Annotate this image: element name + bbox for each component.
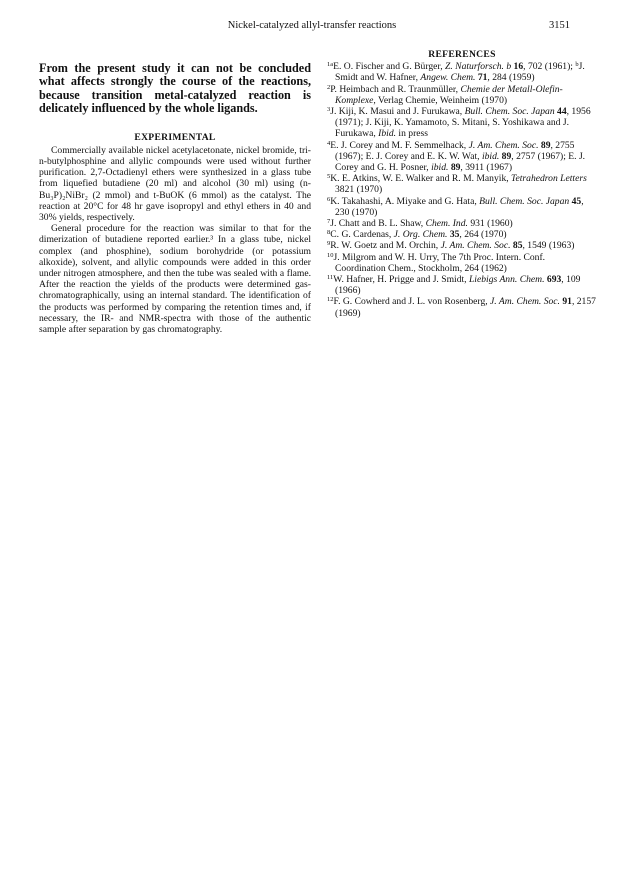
reference-number: 7 bbox=[327, 218, 331, 226]
reference-item bbox=[327, 106, 597, 140]
reference-text: F. G. Cowherd and J. L. von Rosenberg, bbox=[333, 296, 491, 308]
reference-item bbox=[327, 274, 597, 296]
materials-paragraph: Commercially available nickel acetylacetonate, nickel bromide, tri-n-butylphosphine and allylic compounds were used without further purification. 2,7-Octadienyl ethers were synthesized in a glass tube from liquefied butadiene (20 ml) and alcohol (30 ml) using (n-Bu₃P)₂NiBr₂ (2 mmol) and t-BuOK (6 mmol) as the catalyst. The reaction at 20°C for 48 hr gave isopropyl and ethyl ethers in 40 and 30% yields, respectively. bbox=[39, 144, 311, 224]
right-column bbox=[327, 49, 597, 319]
reference-item bbox=[327, 61, 597, 83]
volume-number: 89 bbox=[540, 139, 551, 151]
reference-text: J. Milgrom and W. H. Urry, The 7th Proc. Intern. Conf. Coordination Chem., Stockholm, 264 (1962) bbox=[333, 251, 546, 274]
journal-title: Bull. Chem. Soc. Japan bbox=[464, 106, 555, 118]
reference-text: P. Heimbach and R. Traunmüller, bbox=[330, 83, 461, 95]
reference-text: , 2757 (1967); E. J. Corey and G. H. Posner, bbox=[335, 150, 586, 174]
reference-item bbox=[327, 240, 597, 251]
reference-text: J. Smidt and W. Hafner, bbox=[335, 61, 585, 84]
reference-number: 12 bbox=[327, 296, 334, 304]
reference-item bbox=[327, 84, 597, 106]
reference-text: , 230 (1970) bbox=[335, 195, 584, 218]
reference-text: , 2755 (1967); E. J. Corey and E. K. W. Wat, bbox=[335, 139, 575, 162]
reference-text: , 284 (1959) bbox=[487, 72, 535, 84]
volume-number: 16 bbox=[513, 61, 524, 73]
experimental-heading: EXPERIMENTAL bbox=[134, 131, 216, 143]
journal-title: Bull. Chem. Soc. Japan bbox=[479, 195, 570, 207]
page-number: 3151 bbox=[549, 20, 570, 31]
reference-text: , 3911 (1967) bbox=[460, 162, 513, 174]
reference-text: W. Hafner, H. Prigge and J. Smidt, bbox=[333, 274, 469, 286]
conclusion-paragraph: From the present study it can not be concluded what affects strongly the course of the reactions, because transition metal-catalyzed reaction is delicately influenced by the whole ligands. bbox=[39, 61, 311, 116]
reference-text: , Verlag Chemie, Weinheim (1970) bbox=[373, 94, 508, 106]
reference-item bbox=[327, 218, 597, 229]
reference-text: J. Kiji, K. Masui and J. Furukawa, bbox=[330, 106, 465, 118]
reference-text: , 109 (1966) bbox=[335, 274, 581, 297]
reference-item bbox=[327, 252, 597, 274]
reference-number: 5 bbox=[327, 173, 331, 181]
reference-text: , 1549 (1963) bbox=[522, 240, 575, 252]
reference-item bbox=[327, 173, 597, 195]
volume-number: 71 bbox=[477, 72, 488, 84]
journal-title: Z. Naturforsch. b bbox=[445, 61, 512, 73]
reference-text: , 2157 (1969) bbox=[335, 296, 596, 319]
journal-title: Chem. Ind. bbox=[425, 218, 468, 230]
reference-number: 11 bbox=[327, 274, 334, 282]
procedure-paragraph: General procedure for the reaction was similar to that for the dimerization of butadiene reported earlier.³ In a glass tube, nickel complex (and phosphine), sodium borohydride (or potassium alkoxide), solvent, and allylic compounds were added in this order under nitrogen atmosphere, and then the tube was sealed with a flame. After the reaction the yields of the products were determined gas-chromatographically, using an internal standard. The identification of the products was performed by comparing the retention times and, if necessary, the IR- and NMR-spectra with those of the authentic sample after separation by gas chromatography. bbox=[39, 223, 311, 336]
volume-number: 91 bbox=[562, 296, 572, 308]
reference-text: K. E. Atkins, W. E. Walker and R. M. Manyik, bbox=[330, 173, 512, 185]
reference-item bbox=[327, 296, 597, 318]
reference-text: K. Takahashi, A. Miyake and G. Hata, bbox=[330, 195, 480, 207]
volume-number: 89 bbox=[450, 162, 461, 174]
reference-item bbox=[327, 229, 597, 240]
journal-title: J. Org. Chem. bbox=[393, 229, 448, 241]
running-header bbox=[0, 20, 624, 34]
reference-number: 9 bbox=[327, 240, 331, 248]
reference-text: R. W. Goetz and M. Orchin, bbox=[330, 240, 441, 252]
journal-title: ibid. bbox=[481, 150, 500, 162]
reference-text: J. Chatt and B. L. Shaw, bbox=[330, 218, 426, 230]
reference-text: , 702 (1961); bbox=[523, 61, 576, 73]
journal-title: Angew. Chem. bbox=[420, 72, 476, 84]
journal-title: Tetrahedron Letters bbox=[511, 173, 587, 185]
reference-number: 8 bbox=[327, 229, 331, 237]
journal-title: Liebigs Ann. Chem. bbox=[468, 274, 545, 286]
journal-title: Chemie der Metall-Olefin-Komplexe bbox=[335, 83, 563, 106]
volume-number: 85 bbox=[512, 240, 523, 252]
reference-text: 931 (1960) bbox=[467, 218, 513, 230]
reference-list bbox=[327, 61, 597, 319]
journal-title: J. Am. Chem. Soc. bbox=[440, 240, 511, 252]
volume-number: 45 bbox=[571, 195, 582, 207]
reference-text: , 1956 (1971); J. Kiji, K. Yamamoto, S. Mitani, S. Yoshikawa and J. Furukawa, bbox=[335, 106, 591, 140]
reference-number: 3 bbox=[327, 106, 331, 114]
reference-number: 1a bbox=[327, 61, 334, 69]
reference-text: 3821 (1970) bbox=[335, 184, 383, 196]
reference-text: in press bbox=[396, 128, 429, 140]
volume-number: 89 bbox=[501, 150, 512, 162]
reference-number: 6 bbox=[327, 195, 331, 203]
reference-text: b bbox=[575, 61, 579, 69]
reference-number: 4 bbox=[327, 139, 331, 147]
reference-item bbox=[327, 140, 597, 174]
journal-title: J. Am. Chem. Soc. bbox=[468, 139, 539, 151]
reference-text: C. G. Cardenas, bbox=[330, 229, 394, 241]
reference-number: 10 bbox=[327, 251, 334, 259]
journal-title: Ibid. bbox=[378, 128, 397, 140]
reference-text: E. J. Corey and M. F. Semmelhack, bbox=[330, 139, 469, 151]
reference-text: E. O. Fischer and G. Bürger, bbox=[333, 61, 446, 73]
reference-number: 2 bbox=[327, 83, 331, 91]
journal-title: J. Am. Chem. Soc. bbox=[490, 296, 560, 308]
journal-title: ibid. bbox=[431, 162, 449, 174]
running-title: Nickel-catalyzed allyl-transfer reactions bbox=[227, 20, 397, 31]
volume-number: 35 bbox=[449, 229, 460, 241]
reference-text: , 264 (1970) bbox=[459, 229, 507, 241]
references-heading: REFERENCES bbox=[428, 49, 496, 60]
volume-number: 693 bbox=[546, 274, 562, 286]
left-column bbox=[39, 62, 311, 335]
volume-number: 44 bbox=[557, 106, 567, 118]
reference-item bbox=[327, 196, 597, 218]
